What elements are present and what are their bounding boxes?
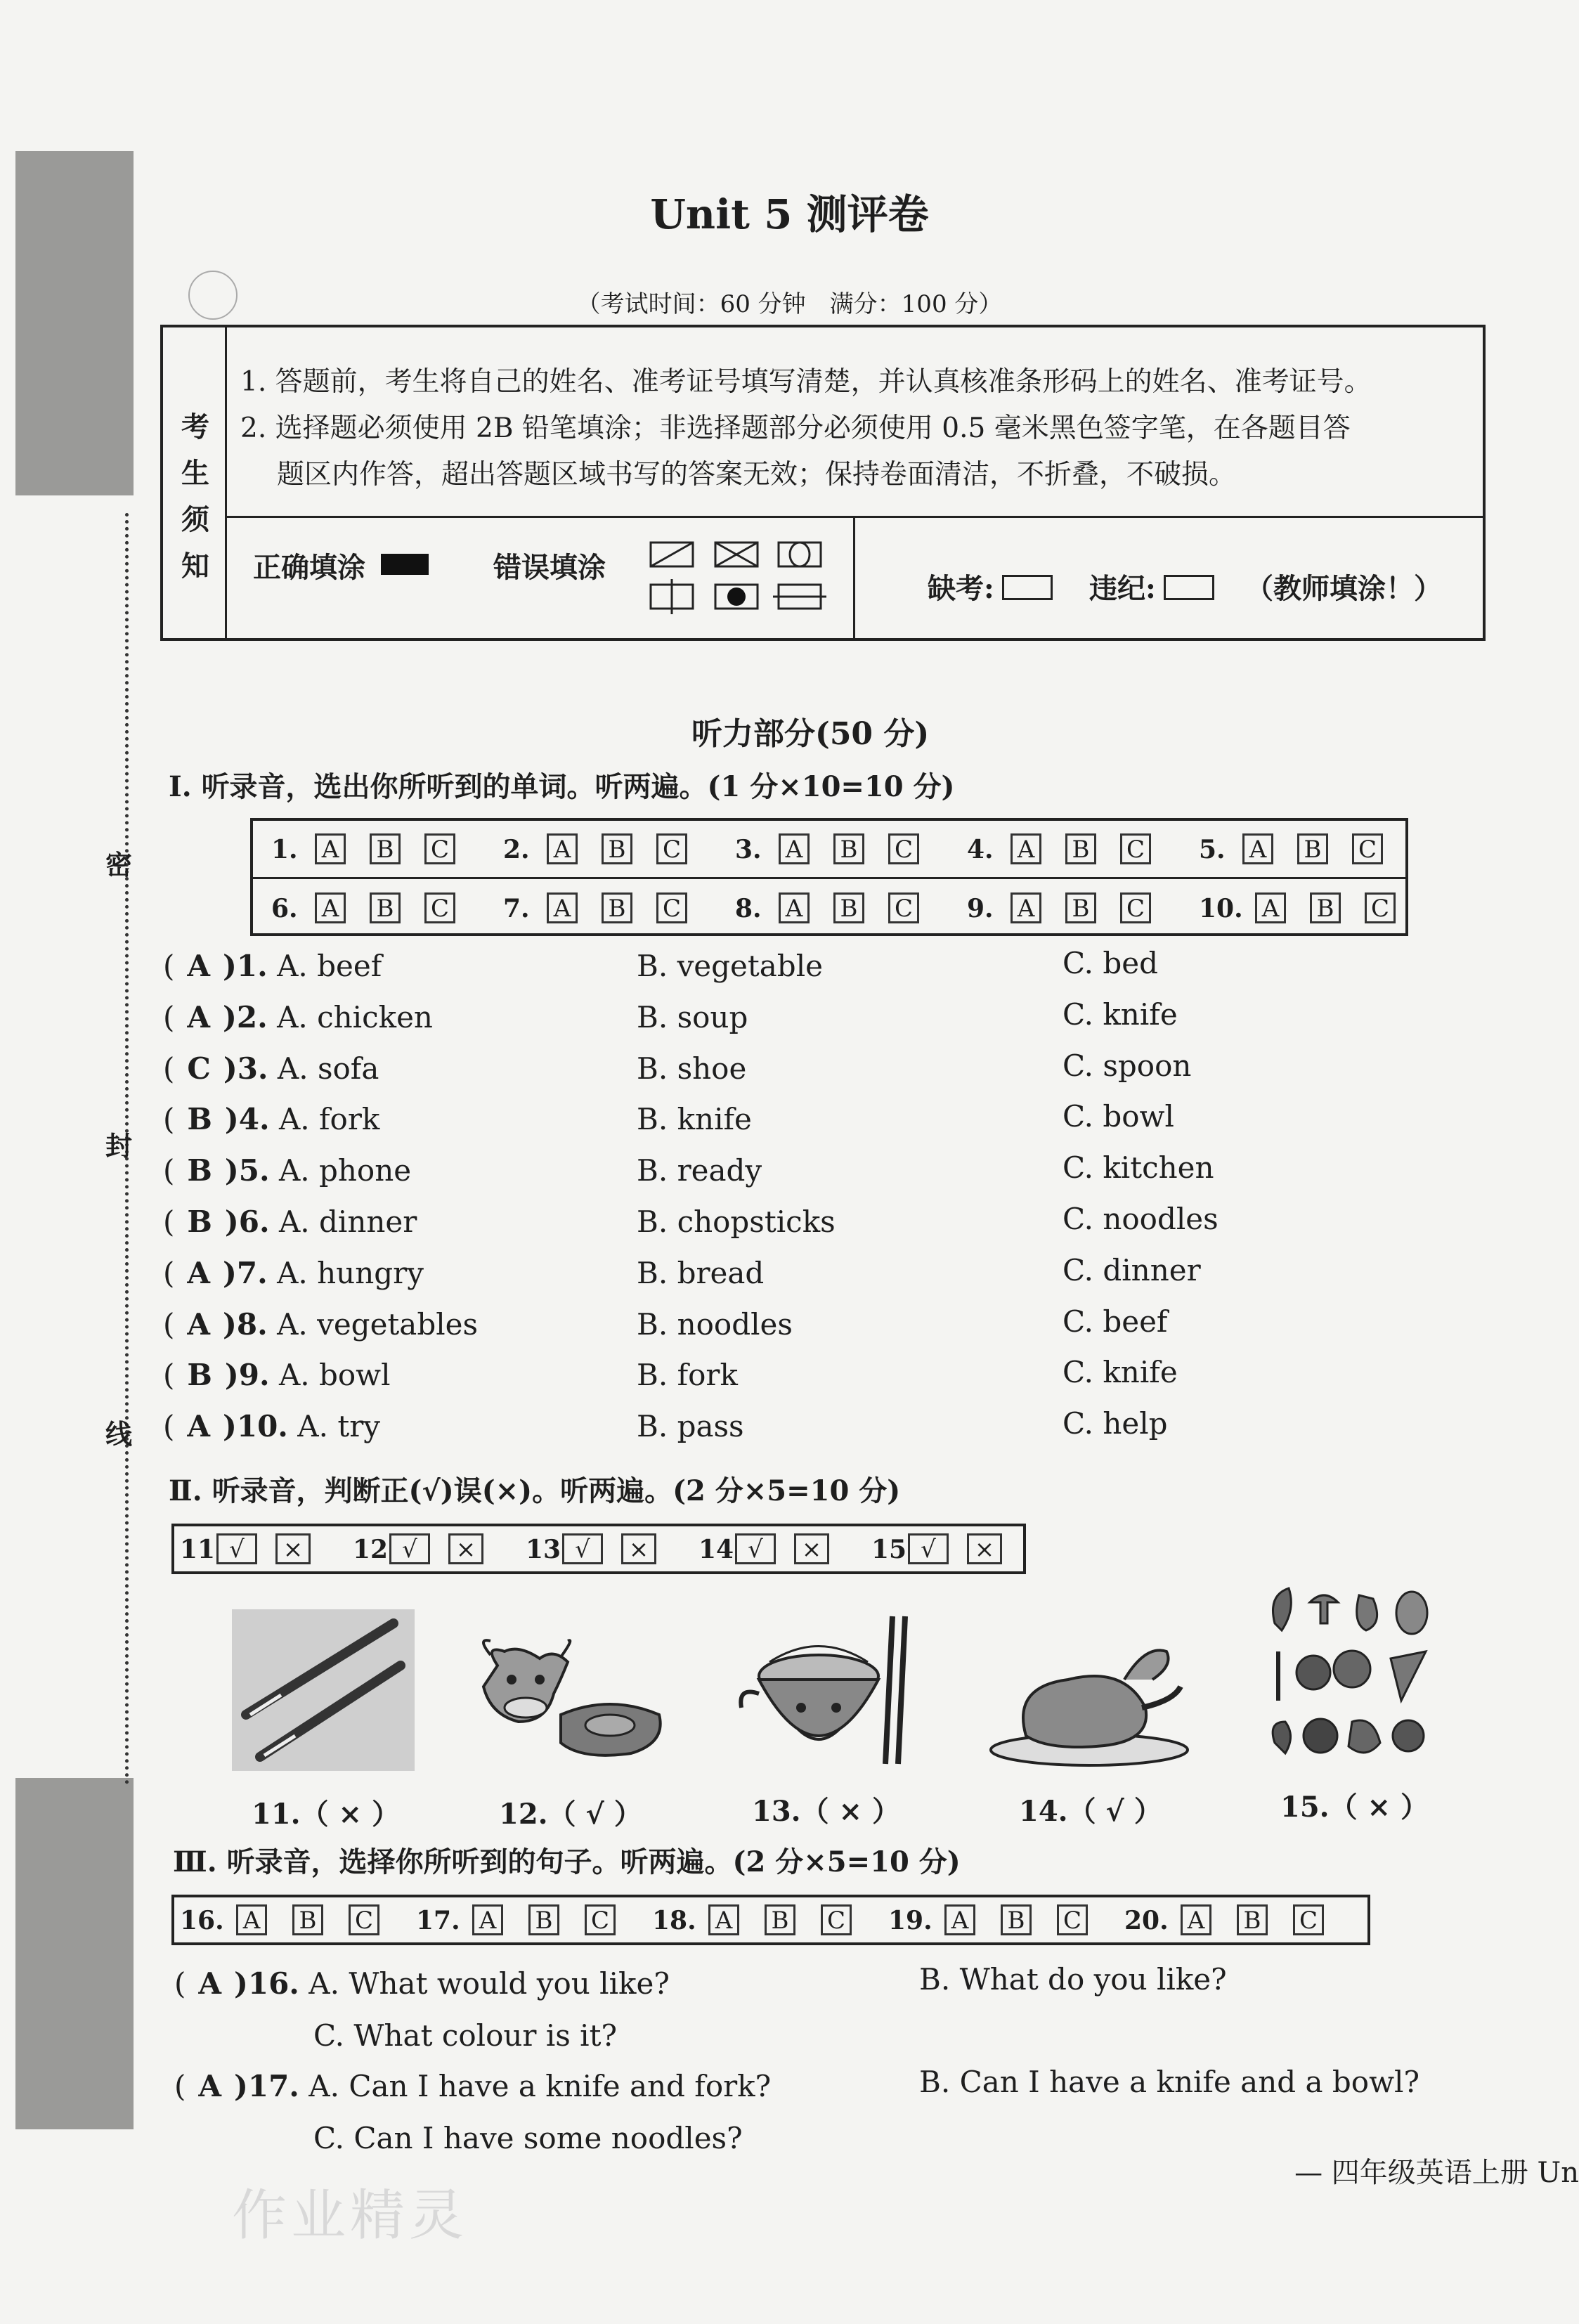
sheet3-question: 19. <box>888 1906 933 1935</box>
sheet1-option-box[interactable]: A <box>1242 833 1273 864</box>
answer-mark: B <box>187 1358 212 1393</box>
watermark: 作业精灵 <box>232 2184 469 2247</box>
sheet3-option-box[interactable]: B <box>528 1904 559 1935</box>
sheet3-option-box[interactable]: B <box>292 1904 323 1935</box>
margin-mid-mark: 封 <box>105 1130 133 1162</box>
section1-item: ( A )2. A. chicken <box>163 999 433 1034</box>
margin-line-mark: 线 <box>105 1418 133 1450</box>
section1-item: ( A )7. A. hungry <box>163 1255 424 1290</box>
sheet1-option-box[interactable]: B <box>1065 892 1096 923</box>
margin-seal-mark: 密 <box>105 849 133 881</box>
sheet2-check-box[interactable]: √ <box>908 1533 949 1564</box>
sheet1-question: 10. <box>1199 894 1243 923</box>
wrong-fill-samples-icon <box>648 538 845 623</box>
sheet3-option-box[interactable]: A <box>708 1904 739 1935</box>
section1-option-b: B. bread <box>637 1255 765 1290</box>
sheet2-cross-box[interactable]: × <box>967 1533 1002 1564</box>
section1-option-c: C. bed <box>1063 946 1158 980</box>
sheet1-question: 9. <box>967 894 994 923</box>
section1-item: ( A )10. A. try <box>163 1409 381 1444</box>
sheet1-option-box[interactable]: B <box>602 892 632 923</box>
sheet3-option-box[interactable]: A <box>1181 1904 1211 1935</box>
sheet1-option-box[interactable]: B <box>370 833 401 864</box>
section1-option-c: C. knife <box>1063 997 1178 1032</box>
sheet1-question: 4. <box>967 835 994 864</box>
notice-label-char: 考 <box>181 410 209 443</box>
sheet1-option-box[interactable]: C <box>656 833 687 864</box>
sheet3-option-box[interactable]: C <box>821 1904 852 1935</box>
sheet3-option-box[interactable]: A <box>236 1904 267 1935</box>
sheet1-option-box[interactable]: B <box>1065 833 1096 864</box>
violation-checkbox[interactable] <box>1164 575 1214 600</box>
sheet3-option-box[interactable]: B <box>1001 1904 1032 1935</box>
sheet1-option-box[interactable]: C <box>1120 892 1151 923</box>
sheet2-check-box[interactable]: √ <box>562 1533 603 1564</box>
section3-item-16: ( A )16. A. What would you like? <box>174 1966 670 2001</box>
sheet1-option-box[interactable]: C <box>888 892 919 923</box>
sheet1-option-box[interactable]: C <box>888 833 919 864</box>
answer-mark: A <box>187 1409 210 1444</box>
sheet1-option-box[interactable]: A <box>779 833 810 864</box>
section1-title: Ⅰ. 听录音，选出你所听到的单词。听两遍。(1 分×10=10 分) <box>169 770 955 803</box>
section1-option-c: C. kitchen <box>1063 1150 1214 1186</box>
section3-option-16c: C. What colour is it? <box>313 2018 617 2053</box>
absent-label: 缺考: <box>928 572 994 605</box>
section3-title: Ⅲ. 听录音，选择你所听到的句子。听两遍。(2 分×5=10 分) <box>173 1845 961 1878</box>
listening-header: 听力部分(50 分) <box>691 716 930 752</box>
answer-mark: A <box>198 2069 221 2103</box>
sheet1-option-box[interactable]: C <box>424 892 455 923</box>
section1-option-b: B. pass <box>637 1409 744 1444</box>
sheet1-option-box[interactable]: B <box>602 833 632 864</box>
notice-line-1: 1. 答题前，考生将自己的姓名、准考证号填写清楚，并认真核准条形码上的姓名、准考证号。 <box>240 366 1372 398</box>
answer-mark: B <box>187 1153 212 1188</box>
section1-option-b: B. vegetable <box>637 949 823 983</box>
sheet1-question: 1. <box>271 835 298 864</box>
exam-info: （考试时间：60 分钟 满分：100 分） <box>576 290 1003 318</box>
section1-item: ( C )3. A. sofa <box>163 1051 379 1086</box>
sheet1-option-box[interactable]: A <box>779 892 810 923</box>
page-title: Unit 5 测评卷 <box>650 190 929 238</box>
sheet1-option-box[interactable]: C <box>1365 892 1396 923</box>
section1-item: ( B )5. A. phone <box>163 1153 412 1188</box>
sheet2-question: 14 <box>698 1535 734 1564</box>
section1-item: ( A )1. A. beef <box>163 949 382 983</box>
sheet1-option-box[interactable]: A <box>1011 892 1041 923</box>
sheet3-option-box[interactable]: C <box>1057 1904 1088 1935</box>
notice-line-3: 题区内作答，超出答题区域书写的答案无效；保持卷面清洁，不折叠，不破损。 <box>277 459 1237 491</box>
chopsticks-icon <box>232 1609 415 1771</box>
sheet2-cross-box[interactable]: × <box>621 1533 656 1564</box>
section3-option-17c: C. Can I have some noodles? <box>313 2121 743 2155</box>
sheet3-option-box[interactable]: C <box>585 1904 616 1935</box>
picture-11-answer: 11.（ × ） <box>252 1798 400 1831</box>
sheet3-option-box[interactable]: B <box>765 1904 795 1935</box>
sheet1-option-box[interactable]: A <box>1255 892 1286 923</box>
sheet3-option-box[interactable]: A <box>472 1904 503 1935</box>
answer-mark: B <box>187 1205 212 1239</box>
answer-mark: A <box>187 999 210 1034</box>
sheet3-question: 17. <box>416 1906 460 1935</box>
sheet3-option-box[interactable]: C <box>1293 1904 1324 1935</box>
sheet2-check-box[interactable]: √ <box>216 1533 257 1564</box>
section1-option-b: B. noodles <box>637 1306 793 1342</box>
page-footer: — 四年级英语上册 Un <box>1294 2157 1579 2189</box>
sheet1-option-box[interactable]: A <box>1011 833 1041 864</box>
sheet2-cross-box[interactable]: × <box>448 1533 483 1564</box>
notice-line-2: 2. 选择题必须使用 2B 铅笔填涂；非选择题部分必须使用 0.5 毫米黑色签字笔，在各题目答 <box>240 413 1351 444</box>
cow-beef-icon <box>469 1637 673 1771</box>
section1-option-b: B. knife <box>637 1102 752 1137</box>
notice-label-char: 须 <box>181 503 209 536</box>
violation-label: 违纪: <box>1089 572 1156 605</box>
sheet1-option-box[interactable]: A <box>315 892 346 923</box>
sheet3-question: 18. <box>652 1906 696 1935</box>
section2-answer-sheet <box>171 1524 1026 1574</box>
picture-14-answer: 14.（ √ ） <box>1019 1795 1162 1828</box>
section1-item: ( B )4. A. fork <box>163 1102 380 1137</box>
section1-answer-sheet <box>250 818 1408 936</box>
section1-item: ( A )8. A. vegetables <box>163 1306 479 1342</box>
answer-mark: A <box>187 1306 210 1342</box>
section3-item-17: ( A )17. A. Can I have a knife and fork? <box>174 2069 772 2103</box>
vegetables-icon <box>1261 1581 1436 1771</box>
sheet1-option-box[interactable]: C <box>656 892 687 923</box>
sheet1-question: 7. <box>503 894 530 923</box>
section3-option-17b: B. Can I have a knife and a bowl? <box>919 2065 1419 2099</box>
answer-mark: A <box>187 949 210 983</box>
answer-mark: A <box>198 1966 221 2001</box>
section1-option-c: C. beef <box>1063 1304 1168 1339</box>
exam-notice-box <box>160 325 1486 641</box>
notice-label-column <box>163 327 227 638</box>
margin-band-bottom <box>15 1778 134 2129</box>
section1-option-b: B. fork <box>637 1358 738 1393</box>
sheet1-question: 5. <box>1199 835 1226 864</box>
sheet3-option-box[interactable]: A <box>944 1904 975 1935</box>
sheet3-question: 20. <box>1124 1906 1169 1935</box>
section1-option-c: C. noodles <box>1063 1202 1219 1236</box>
sheet1-option-box[interactable]: B <box>370 892 401 923</box>
sheet1-question: 3. <box>735 835 762 864</box>
wrong-fill-label: 错误填涂 <box>493 551 606 584</box>
sheet2-check-box[interactable]: √ <box>735 1533 776 1564</box>
sheet1-option-box[interactable]: B <box>1297 833 1328 864</box>
sheet2-cross-box[interactable]: × <box>794 1533 829 1564</box>
section1-option-c: C. knife <box>1063 1355 1178 1390</box>
sheet1-question: 6. <box>271 894 298 923</box>
section1-option-b: B. chopsticks <box>637 1205 836 1239</box>
section2-title: Ⅱ. 听录音，判断正(√)误(×)。听两遍。(2 分×5=10 分) <box>169 1474 901 1507</box>
noodles-bowl-icon <box>731 1609 921 1778</box>
sheet3-question: 16. <box>180 1906 224 1935</box>
sheet1-question: 8. <box>735 894 762 923</box>
sheet2-cross-box[interactable]: × <box>275 1533 311 1564</box>
notice-label-char: 生 <box>181 457 209 490</box>
section1-option-c: C. spoon <box>1063 1048 1192 1083</box>
sheet1-option-box[interactable]: A <box>547 892 578 923</box>
sheet1-question: 2. <box>503 835 530 864</box>
roast-chicken-icon <box>984 1630 1195 1771</box>
sheet1-option-box[interactable]: C <box>1352 833 1383 864</box>
answer-mark: B <box>187 1102 212 1137</box>
absent-checkbox[interactable] <box>1002 575 1053 600</box>
sheet2-check-box[interactable]: √ <box>389 1533 430 1564</box>
sheet1-option-box[interactable]: B <box>833 833 864 864</box>
teacher-fill-note: （教师填涂！） <box>1245 572 1442 605</box>
correct-fill-sample <box>381 554 429 575</box>
section1-item: ( B )6. A. dinner <box>163 1205 417 1239</box>
sheet1-option-box[interactable]: A <box>547 833 578 864</box>
answer-mark: C <box>187 1051 211 1086</box>
sheet2-question: 12 <box>353 1535 389 1564</box>
section1-option-b: B. soup <box>637 999 748 1034</box>
sheet1-option-box[interactable]: C <box>1120 833 1151 864</box>
section1-option-c: C. dinner <box>1063 1252 1201 1287</box>
picture-15-answer: 15.（ × ） <box>1280 1791 1429 1824</box>
section3-answer-sheet <box>171 1895 1370 1945</box>
picture-12-answer: 12.（ √ ） <box>499 1798 642 1831</box>
sheet1-option-box[interactable]: C <box>424 833 455 864</box>
sheet3-option-box[interactable]: B <box>1237 1904 1268 1935</box>
sheet2-question: 15 <box>871 1535 907 1564</box>
sheet1-option-box[interactable]: A <box>315 833 346 864</box>
section1-option-c: C. help <box>1063 1406 1168 1441</box>
sheet1-option-box[interactable]: B <box>1310 892 1341 923</box>
correct-fill-label: 正确填涂 <box>253 551 365 584</box>
section1-option-b: B. ready <box>637 1153 762 1188</box>
answer-mark: A <box>187 1255 210 1290</box>
picture-13-answer: 13.（ × ） <box>752 1795 900 1828</box>
sheet2-question: 13 <box>526 1535 561 1564</box>
section3-option-16b: B. What do you like? <box>919 1962 1227 1997</box>
sheet1-option-box[interactable]: B <box>833 892 864 923</box>
sheet3-option-box[interactable]: C <box>349 1904 379 1935</box>
section1-option-b: B. shoe <box>637 1051 747 1086</box>
sheet2-question: 11 <box>180 1535 216 1564</box>
section1-option-c: C. bowl <box>1063 1099 1174 1134</box>
section1-item: ( B )9. A. bowl <box>163 1358 391 1393</box>
notice-label-char: 知 <box>181 550 209 583</box>
